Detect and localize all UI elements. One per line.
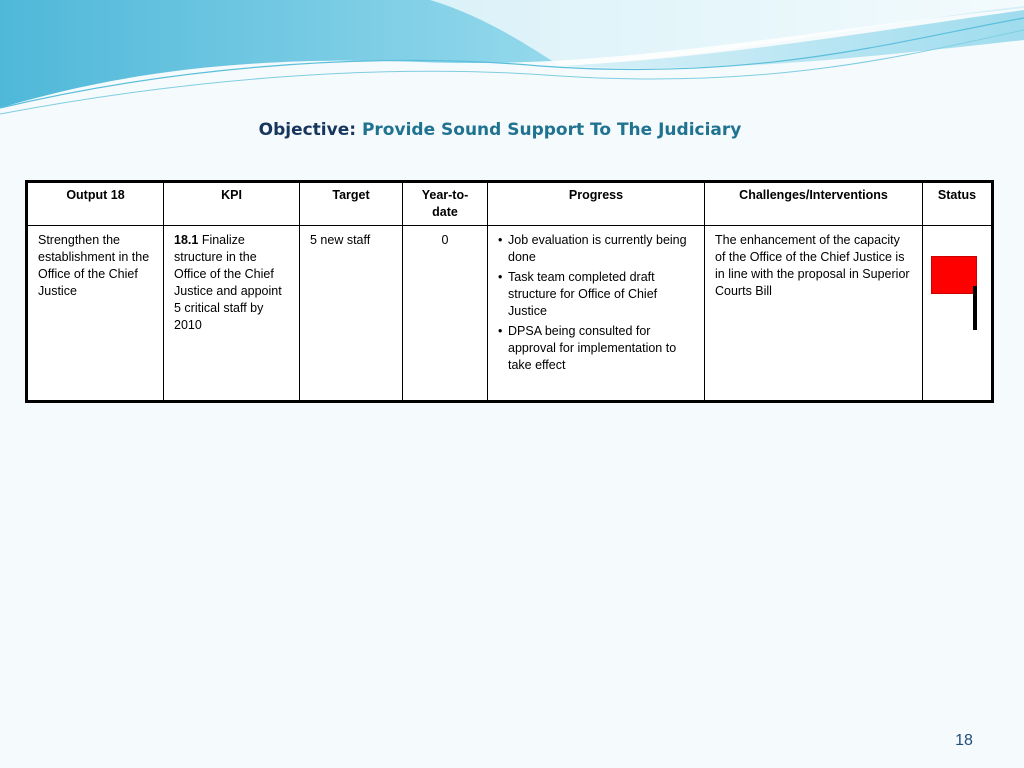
cell-progress: [488, 226, 705, 402]
list-item: • Task team completed draft structure for Office of Chief Justice: [498, 269, 694, 320]
header-target: Target: [300, 182, 403, 226]
header-status: Status: [923, 182, 993, 226]
title-lead: Objective:: [258, 120, 357, 140]
table-header-row: [27, 182, 993, 226]
header-kpi: KPI: [164, 182, 300, 226]
kpi-text: Finalize structure in the Office of the Chief Justice and appoint 5 critical staff by 2010: [174, 233, 282, 332]
cell-target: 5 new staff: [300, 226, 403, 402]
flag-pole: [973, 286, 977, 330]
flag-cloth: [931, 256, 977, 294]
cell-challenges: The enhancement of the capacity of the Office of the Chief Justice is in line with the proposal in Superior Courts Bill: [705, 226, 923, 402]
header-year-to-date: Year-to-date: [403, 182, 488, 226]
cell-kpi: [164, 226, 300, 402]
decorative-wave-banner: [0, 0, 1024, 120]
table-row: [27, 226, 993, 402]
header-progress: Progress: [488, 182, 705, 226]
list-item: • Job evaluation is currently being done: [498, 232, 694, 266]
header-output: Output 18: [27, 182, 164, 226]
page-number: 18: [955, 732, 973, 749]
title-objective: Provide Sound Support To The Judiciary: [361, 120, 742, 140]
cell-output: Strengthen the establishment in the Office of the Chief Justice: [27, 226, 164, 402]
list-item: • DPSA being consulted for approval for implementation to take effect: [498, 323, 694, 374]
page-title: [0, 120, 1000, 140]
red-flag-icon: [931, 256, 991, 336]
header-challenges: Challenges/Interventions: [705, 182, 923, 226]
cell-year-to-date: 0: [403, 226, 488, 402]
kpi-number: 18.1: [174, 233, 199, 247]
kpi-table: [25, 180, 994, 403]
cell-status: [923, 226, 993, 402]
progress-list: [498, 232, 694, 374]
